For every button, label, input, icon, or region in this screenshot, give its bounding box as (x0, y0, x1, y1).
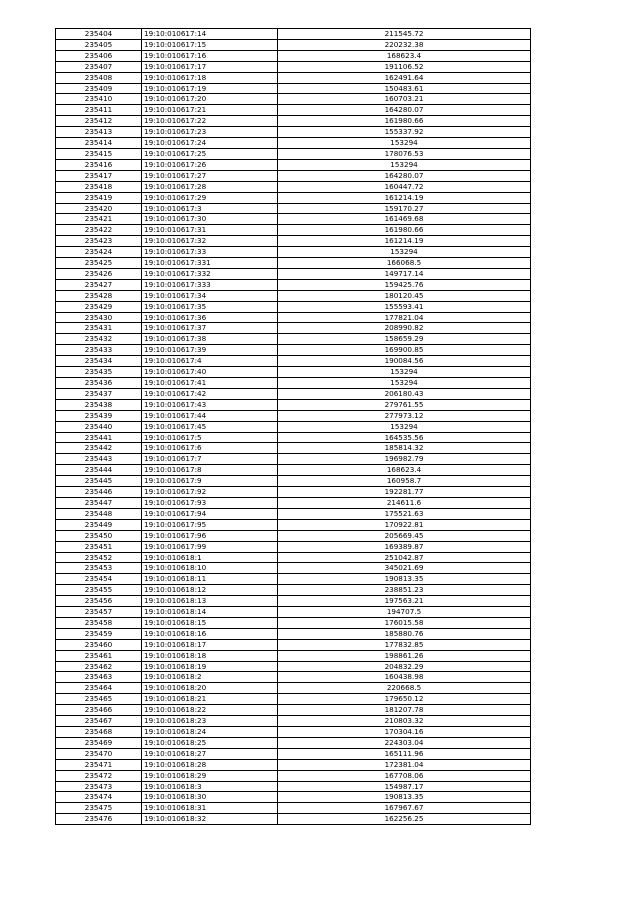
value-cell: 167967.67 (278, 803, 531, 814)
row-id-cell: 235438 (56, 399, 142, 410)
value-cell: 211545.72 (278, 29, 531, 40)
cadastral-number-cell: 19:10:010618:13 (142, 596, 278, 607)
row-id-cell: 235406 (56, 50, 142, 61)
row-id-cell: 235467 (56, 716, 142, 727)
cadastral-number-cell: 19:10:010618:22 (142, 705, 278, 716)
row-id-cell: 235426 (56, 268, 142, 279)
table-row (56, 301, 531, 312)
cadastral-number-cell: 19:10:010617:30 (142, 214, 278, 225)
row-id-cell: 235420 (56, 203, 142, 214)
value-cell: 162256.25 (278, 814, 531, 825)
table-row (56, 432, 531, 443)
value-cell: 224303.04 (278, 737, 531, 748)
cadastral-number-cell: 19:10:010617:96 (142, 530, 278, 541)
table-row (56, 399, 531, 410)
row-id-cell: 235429 (56, 301, 142, 312)
cadastral-number-cell: 19:10:010617:21 (142, 105, 278, 116)
cadastral-number-cell: 19:10:010617:44 (142, 410, 278, 421)
value-cell: 214611.6 (278, 497, 531, 508)
table-row (56, 552, 531, 563)
cadastral-number-cell: 19:10:010618:32 (142, 814, 278, 825)
value-cell: 164280.07 (278, 105, 531, 116)
row-id-cell: 235414 (56, 138, 142, 149)
cadastral-number-cell: 19:10:010617:4 (142, 356, 278, 367)
table-row (56, 268, 531, 279)
table-row (56, 672, 531, 683)
value-cell: 160447.72 (278, 181, 531, 192)
cadastral-number-cell: 19:10:010617:8 (142, 465, 278, 476)
table-row (56, 236, 531, 247)
value-cell: 179650.12 (278, 694, 531, 705)
cadastral-number-cell: 19:10:010618:31 (142, 803, 278, 814)
table-row (56, 203, 531, 214)
row-id-cell: 235407 (56, 61, 142, 72)
table-row (56, 345, 531, 356)
table-row (56, 497, 531, 508)
table-row (56, 323, 531, 334)
row-id-cell: 235474 (56, 792, 142, 803)
table-row (56, 781, 531, 792)
table-row (56, 127, 531, 138)
value-cell: 205669.45 (278, 530, 531, 541)
row-id-cell: 235410 (56, 94, 142, 105)
value-cell: 155593.41 (278, 301, 531, 312)
table-row (56, 585, 531, 596)
table-row (56, 607, 531, 618)
value-cell: 279761.55 (278, 399, 531, 410)
value-cell: 160703.21 (278, 94, 531, 105)
cadastral-number-cell: 19:10:010617:29 (142, 192, 278, 203)
value-cell: 206180.43 (278, 388, 531, 399)
row-id-cell: 235421 (56, 214, 142, 225)
table-row (56, 694, 531, 705)
table-row (56, 94, 531, 105)
row-id-cell: 235441 (56, 432, 142, 443)
cadastral-number-cell: 19:10:010617:33 (142, 247, 278, 258)
table-row (56, 792, 531, 803)
value-cell: 161214.19 (278, 192, 531, 203)
row-id-cell: 235409 (56, 83, 142, 94)
row-id-cell: 235434 (56, 356, 142, 367)
row-id-cell: 235412 (56, 116, 142, 127)
table-row (56, 225, 531, 236)
table-row (56, 290, 531, 301)
row-id-cell: 235433 (56, 345, 142, 356)
cadastral-number-cell: 19:10:010617:92 (142, 487, 278, 498)
cadastral-number-cell: 19:10:010617:15 (142, 39, 278, 50)
value-cell: 170304.16 (278, 727, 531, 738)
row-id-cell: 235413 (56, 127, 142, 138)
value-cell: 164280.07 (278, 170, 531, 181)
value-cell: 177832.85 (278, 639, 531, 650)
row-id-cell: 235425 (56, 258, 142, 269)
cadastral-number-cell: 19:10:010617:35 (142, 301, 278, 312)
cadastral-number-cell: 19:10:010617:333 (142, 279, 278, 290)
cadastral-number-cell: 19:10:010617:331 (142, 258, 278, 269)
table-row (56, 367, 531, 378)
data-table (55, 28, 531, 825)
table-row (56, 443, 531, 454)
row-id-cell: 235416 (56, 159, 142, 170)
cadastral-number-cell: 19:10:010618:21 (142, 694, 278, 705)
row-id-cell: 235419 (56, 192, 142, 203)
row-id-cell: 235436 (56, 378, 142, 389)
table-row (56, 50, 531, 61)
table-row (56, 803, 531, 814)
row-id-cell: 235456 (56, 596, 142, 607)
cadastral-number-cell: 19:10:010617:37 (142, 323, 278, 334)
value-cell: 153294 (278, 247, 531, 258)
table-row (56, 661, 531, 672)
cadastral-number-cell: 19:10:010617:41 (142, 378, 278, 389)
table-row (56, 410, 531, 421)
cadastral-number-cell: 19:10:010617:34 (142, 290, 278, 301)
row-id-cell: 235461 (56, 650, 142, 661)
table-row (56, 617, 531, 628)
value-cell: 153294 (278, 421, 531, 432)
cadastral-number-cell: 19:10:010617:6 (142, 443, 278, 454)
value-cell: 196982.79 (278, 454, 531, 465)
cadastral-number-cell: 19:10:010618:23 (142, 716, 278, 727)
value-cell: 159170.27 (278, 203, 531, 214)
cadastral-number-cell: 19:10:010617:20 (142, 94, 278, 105)
value-cell: 169900.85 (278, 345, 531, 356)
table-row (56, 421, 531, 432)
cadastral-number-cell: 19:10:010617:45 (142, 421, 278, 432)
value-cell: 190813.35 (278, 792, 531, 803)
row-id-cell: 235448 (56, 508, 142, 519)
value-cell: 160438.98 (278, 672, 531, 683)
table-row (56, 705, 531, 716)
value-cell: 178076.53 (278, 148, 531, 159)
value-cell: 161214.19 (278, 236, 531, 247)
cadastral-number-cell: 19:10:010618:19 (142, 661, 278, 672)
value-cell: 161469.68 (278, 214, 531, 225)
table-row (56, 476, 531, 487)
cadastral-number-cell: 19:10:010618:2 (142, 672, 278, 683)
cadastral-number-cell: 19:10:010617:99 (142, 541, 278, 552)
table-row (56, 181, 531, 192)
value-cell: 153294 (278, 367, 531, 378)
cadastral-number-cell: 19:10:010617:14 (142, 29, 278, 40)
table-row (56, 639, 531, 650)
table-row (56, 279, 531, 290)
table-row (56, 138, 531, 149)
cadastral-number-cell: 19:10:010618:11 (142, 574, 278, 585)
value-cell: 153294 (278, 159, 531, 170)
cadastral-number-cell: 19:10:010617:43 (142, 399, 278, 410)
table-row (56, 454, 531, 465)
row-id-cell: 235446 (56, 487, 142, 498)
value-cell: 168623.4 (278, 465, 531, 476)
value-cell: 192281.77 (278, 487, 531, 498)
row-id-cell: 235427 (56, 279, 142, 290)
value-cell: 153294 (278, 138, 531, 149)
cadastral-number-cell: 19:10:010617:95 (142, 519, 278, 530)
row-id-cell: 235423 (56, 236, 142, 247)
value-cell: 158659.29 (278, 334, 531, 345)
value-cell: 166068.5 (278, 258, 531, 269)
row-id-cell: 235418 (56, 181, 142, 192)
cadastral-number-cell: 19:10:010617:17 (142, 61, 278, 72)
table-row (56, 770, 531, 781)
cadastral-number-cell: 19:10:010618:12 (142, 585, 278, 596)
cadastral-number-cell: 19:10:010618:27 (142, 748, 278, 759)
row-id-cell: 235458 (56, 617, 142, 628)
row-id-cell: 235469 (56, 737, 142, 748)
table-row (56, 628, 531, 639)
table-row (56, 356, 531, 367)
value-cell: 220232.38 (278, 39, 531, 50)
table-row (56, 116, 531, 127)
cadastral-number-cell: 19:10:010617:94 (142, 508, 278, 519)
value-cell: 185814.32 (278, 443, 531, 454)
row-id-cell: 235465 (56, 694, 142, 705)
cadastral-number-cell: 19:10:010617:27 (142, 170, 278, 181)
value-cell: 277973.12 (278, 410, 531, 421)
row-id-cell: 235453 (56, 563, 142, 574)
value-cell: 149717.14 (278, 268, 531, 279)
value-cell: 153294 (278, 378, 531, 389)
cadastral-number-cell: 19:10:010618:30 (142, 792, 278, 803)
table-row (56, 574, 531, 585)
row-id-cell: 235444 (56, 465, 142, 476)
table-row (56, 83, 531, 94)
row-id-cell: 235472 (56, 770, 142, 781)
table-row (56, 29, 531, 40)
row-id-cell: 235445 (56, 476, 142, 487)
cadastral-number-cell: 19:10:010617:332 (142, 268, 278, 279)
table-row (56, 334, 531, 345)
row-id-cell: 235408 (56, 72, 142, 83)
row-id-cell: 235404 (56, 29, 142, 40)
cadastral-number-cell: 19:10:010618:3 (142, 781, 278, 792)
value-cell: 160958.7 (278, 476, 531, 487)
row-id-cell: 235452 (56, 552, 142, 563)
row-id-cell: 235468 (56, 727, 142, 738)
value-cell: 172381.04 (278, 759, 531, 770)
row-id-cell: 235428 (56, 290, 142, 301)
cadastral-number-cell: 19:10:010617:32 (142, 236, 278, 247)
cadastral-number-cell: 19:10:010618:10 (142, 563, 278, 574)
cadastral-number-cell: 19:10:010617:25 (142, 148, 278, 159)
cadastral-number-cell: 19:10:010617:42 (142, 388, 278, 399)
cadastral-number-cell: 19:10:010617:93 (142, 497, 278, 508)
table-row (56, 39, 531, 50)
row-id-cell: 235466 (56, 705, 142, 716)
row-id-cell: 235462 (56, 661, 142, 672)
value-cell: 150483.61 (278, 83, 531, 94)
cadastral-number-cell: 19:10:010617:16 (142, 50, 278, 61)
value-cell: 180120.45 (278, 290, 531, 301)
row-id-cell: 235457 (56, 607, 142, 618)
table-row (56, 105, 531, 116)
table-row (56, 192, 531, 203)
row-id-cell: 235454 (56, 574, 142, 585)
cadastral-number-cell: 19:10:010617:9 (142, 476, 278, 487)
row-id-cell: 235415 (56, 148, 142, 159)
value-cell: 177821.04 (278, 312, 531, 323)
cadastral-number-cell: 19:10:010617:18 (142, 72, 278, 83)
value-cell: 204832.29 (278, 661, 531, 672)
cadastral-number-cell: 19:10:010618:25 (142, 737, 278, 748)
row-id-cell: 235447 (56, 497, 142, 508)
row-id-cell: 235437 (56, 388, 142, 399)
row-id-cell: 235464 (56, 683, 142, 694)
value-cell: 154987.17 (278, 781, 531, 792)
row-id-cell: 235455 (56, 585, 142, 596)
row-id-cell: 235430 (56, 312, 142, 323)
value-cell: 190813.35 (278, 574, 531, 585)
table-row (56, 148, 531, 159)
value-cell: 170922.81 (278, 519, 531, 530)
table-row (56, 214, 531, 225)
table-row (56, 716, 531, 727)
row-id-cell: 235440 (56, 421, 142, 432)
cadastral-number-cell: 19:10:010618:14 (142, 607, 278, 618)
value-cell: 238851.23 (278, 585, 531, 596)
value-cell: 210803.32 (278, 716, 531, 727)
row-id-cell: 235422 (56, 225, 142, 236)
table-row (56, 650, 531, 661)
row-id-cell: 235460 (56, 639, 142, 650)
row-id-cell: 235470 (56, 748, 142, 759)
row-id-cell: 235443 (56, 454, 142, 465)
value-cell: 198861.26 (278, 650, 531, 661)
table-row (56, 170, 531, 181)
row-id-cell: 235432 (56, 334, 142, 345)
value-cell: 175521.63 (278, 508, 531, 519)
table-row (56, 487, 531, 498)
table-row (56, 312, 531, 323)
cadastral-number-cell: 19:10:010617:28 (142, 181, 278, 192)
table-row (56, 683, 531, 694)
cadastral-number-cell: 19:10:010617:31 (142, 225, 278, 236)
value-cell: 155337.92 (278, 127, 531, 138)
row-id-cell: 235471 (56, 759, 142, 770)
value-cell: 181207.78 (278, 705, 531, 716)
cadastral-number-cell: 19:10:010617:36 (142, 312, 278, 323)
row-id-cell: 235473 (56, 781, 142, 792)
table-body (56, 29, 531, 825)
row-id-cell: 235450 (56, 530, 142, 541)
row-id-cell: 235405 (56, 39, 142, 50)
cadastral-number-cell: 19:10:010618:24 (142, 727, 278, 738)
table-row (56, 530, 531, 541)
value-cell: 345021.69 (278, 563, 531, 574)
cadastral-number-cell: 19:10:010617:38 (142, 334, 278, 345)
value-cell: 220668.5 (278, 683, 531, 694)
value-cell: 167708.06 (278, 770, 531, 781)
cadastral-number-cell: 19:10:010617:3 (142, 203, 278, 214)
value-cell: 208990.82 (278, 323, 531, 334)
cadastral-number-cell: 19:10:010617:22 (142, 116, 278, 127)
table-row (56, 759, 531, 770)
cadastral-number-cell: 19:10:010618:17 (142, 639, 278, 650)
cadastral-number-cell: 19:10:010618:1 (142, 552, 278, 563)
cadastral-number-cell: 19:10:010617:5 (142, 432, 278, 443)
row-id-cell: 235442 (56, 443, 142, 454)
cadastral-number-cell: 19:10:010618:28 (142, 759, 278, 770)
cadastral-number-cell: 19:10:010617:26 (142, 159, 278, 170)
table-row (56, 541, 531, 552)
value-cell: 159425.76 (278, 279, 531, 290)
table-row (56, 737, 531, 748)
value-cell: 176015.58 (278, 617, 531, 628)
table-row (56, 247, 531, 258)
cadastral-number-cell: 19:10:010618:16 (142, 628, 278, 639)
table-row (56, 72, 531, 83)
row-id-cell: 235463 (56, 672, 142, 683)
value-cell: 169389.87 (278, 541, 531, 552)
table-row (56, 61, 531, 72)
row-id-cell: 235439 (56, 410, 142, 421)
value-cell: 194707.5 (278, 607, 531, 618)
row-id-cell: 235424 (56, 247, 142, 258)
table-row (56, 748, 531, 759)
row-id-cell: 235435 (56, 367, 142, 378)
table-row (56, 258, 531, 269)
value-cell: 197563.21 (278, 596, 531, 607)
value-cell: 161980.66 (278, 225, 531, 236)
table-row (56, 378, 531, 389)
row-id-cell: 235417 (56, 170, 142, 181)
value-cell: 251042.87 (278, 552, 531, 563)
value-cell: 161980.66 (278, 116, 531, 127)
value-cell: 185880.76 (278, 628, 531, 639)
value-cell: 164535.56 (278, 432, 531, 443)
cadastral-number-cell: 19:10:010617:7 (142, 454, 278, 465)
table-row (56, 727, 531, 738)
row-id-cell: 235449 (56, 519, 142, 530)
value-cell: 168623.4 (278, 50, 531, 61)
row-id-cell: 235459 (56, 628, 142, 639)
row-id-cell: 235476 (56, 814, 142, 825)
table-row (56, 596, 531, 607)
cadastral-number-cell: 19:10:010617:19 (142, 83, 278, 94)
row-id-cell: 235411 (56, 105, 142, 116)
value-cell: 162491.64 (278, 72, 531, 83)
value-cell: 190084.56 (278, 356, 531, 367)
row-id-cell: 235431 (56, 323, 142, 334)
row-id-cell: 235451 (56, 541, 142, 552)
cadastral-number-cell: 19:10:010617:40 (142, 367, 278, 378)
table-row (56, 814, 531, 825)
cadastral-number-cell: 19:10:010618:18 (142, 650, 278, 661)
table-row (56, 159, 531, 170)
table-row (56, 519, 531, 530)
table-row (56, 563, 531, 574)
value-cell: 165111.96 (278, 748, 531, 759)
table-row (56, 508, 531, 519)
table-row (56, 465, 531, 476)
value-cell: 191106.52 (278, 61, 531, 72)
cadastral-number-cell: 19:10:010618:15 (142, 617, 278, 628)
cadastral-number-cell: 19:10:010618:20 (142, 683, 278, 694)
cadastral-number-cell: 19:10:010617:23 (142, 127, 278, 138)
cadastral-number-cell: 19:10:010617:39 (142, 345, 278, 356)
table-row (56, 388, 531, 399)
cadastral-number-cell: 19:10:010618:29 (142, 770, 278, 781)
row-id-cell: 235475 (56, 803, 142, 814)
cadastral-number-cell: 19:10:010617:24 (142, 138, 278, 149)
